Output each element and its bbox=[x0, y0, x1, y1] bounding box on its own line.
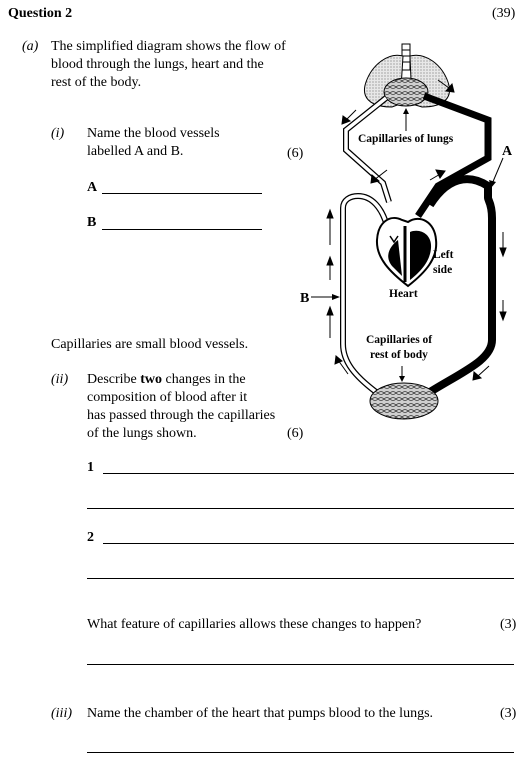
part-iii-label: (iii) bbox=[51, 706, 72, 721]
capillaries-body-label-1: Capillaries of bbox=[366, 334, 433, 346]
part-a-intro-line-3: rest of the body. bbox=[51, 75, 142, 90]
part-i-line-2: labelled A and B. bbox=[87, 144, 184, 159]
part-ii-line-1-bold: two bbox=[140, 372, 163, 387]
part-ii-marks: (6) bbox=[287, 426, 304, 441]
vessel-a bbox=[430, 179, 492, 392]
feature-question-marks: (3) bbox=[500, 617, 517, 632]
capillaries-of-lungs-label: Capillaries of lungs bbox=[358, 133, 454, 145]
answer-1-label: 1 bbox=[87, 460, 94, 475]
part-ii-line-1-post: changes in the bbox=[162, 372, 246, 387]
part-i-marks: (6) bbox=[287, 146, 304, 161]
pulmonary-vessel-thick bbox=[418, 96, 488, 216]
answer-a-label: A bbox=[87, 180, 98, 195]
diagram-label-a: A bbox=[502, 144, 513, 159]
heart-label: Heart bbox=[389, 288, 418, 300]
part-iii-text: Name the chamber of the heart that pumps blood to the lungs. bbox=[87, 706, 434, 721]
part-ii-line-3: has passed through the capillaries bbox=[87, 408, 276, 423]
part-a-label: (a) bbox=[22, 39, 39, 54]
part-a-intro-line-1: The simplified diagram shows the flow of bbox=[51, 39, 286, 54]
part-ii-line-4: of the lungs shown. bbox=[87, 426, 197, 441]
question-title: Question 2 bbox=[8, 6, 73, 21]
lung-capillary-bed-icon bbox=[384, 78, 428, 106]
part-i-line-1: Name the blood vessels bbox=[87, 126, 220, 141]
feature-question-text: What feature of capillaries allows these changes to happen? bbox=[87, 617, 422, 632]
left-side-label-1: Left bbox=[433, 249, 454, 261]
part-a-intro-line-2: blood through the lungs, heart and the bbox=[51, 57, 264, 72]
body-capillary-bed-icon bbox=[370, 383, 438, 419]
label-a-pointer bbox=[492, 158, 503, 184]
part-ii-label: (ii) bbox=[51, 372, 69, 387]
question-total-marks: (39) bbox=[492, 6, 516, 21]
left-side-label-2: side bbox=[433, 264, 453, 276]
capillaries-statement: Capillaries are small blood vessels. bbox=[51, 337, 249, 352]
answer-b-label: B bbox=[87, 215, 97, 230]
part-ii-line-2: composition of blood after it bbox=[87, 390, 248, 405]
diagram-label-b: B bbox=[300, 291, 310, 306]
capillaries-body-label-2: rest of body bbox=[370, 349, 428, 361]
part-ii-line-1-pre: Describe bbox=[87, 372, 141, 387]
part-i-label: (i) bbox=[51, 126, 65, 141]
part-iii-marks: (3) bbox=[500, 706, 517, 721]
answer-2-label: 2 bbox=[87, 530, 94, 545]
